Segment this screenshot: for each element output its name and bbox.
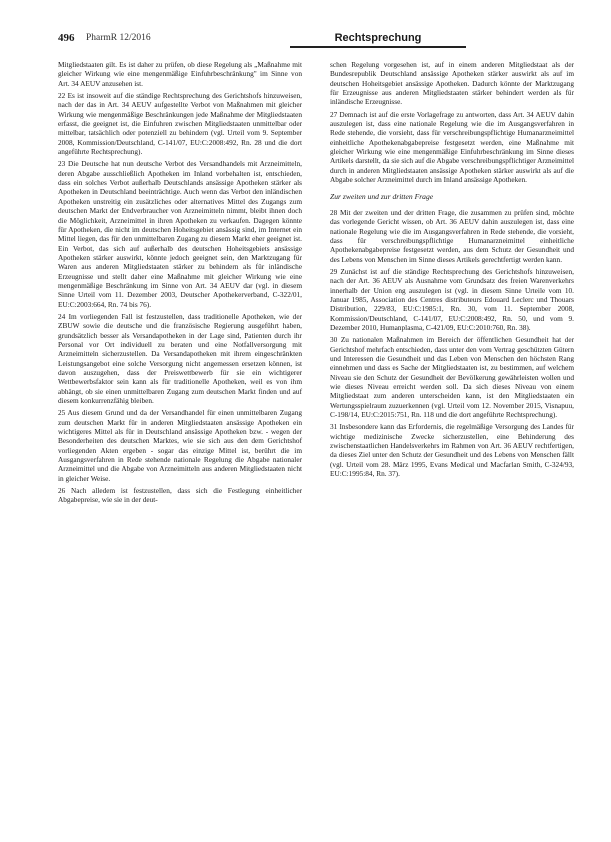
page-header — [58, 32, 568, 48]
journal-reference: PharmR 12/2016 — [86, 33, 151, 43]
paragraph: 27 Demnach ist auf die erste Vorlagefrage zu antworten, dass Art. 34 AEUV dahin auszulegen ist, dass eine nationale Regelung wie die im Ausgangsverfahren in Rede stehende, die vorsieht, dass für verschreibungspflichtige Humanarzneimittel einheitliche Apothekenabgabepreise festgesetzt werden, eine Maßnahme mit gleicher Wirkung wie eine mengenmäßige Einfuhrbeschränkung im Sinne dieses Artikels darstellt, da sie sich auf die Abgabe verschreibungspflichtiger Arzneimittel durch in anderen Mitgliedstaaten ansässige Apotheken stärker auswirkt als auf die Abgabe solcher Arzneimittel durch im Inland ansässige Apotheken. — [330, 109, 574, 185]
section-title: Rechtsprechung — [290, 30, 466, 48]
paragraph: 30 Zu nationalen Maßnahmen im Bereich der öffentlichen Gesundheit hat der Gerichtshof mehrfach entschieden, dass unter den vom Vertrag geschützten Gütern und Interessen die Gesundheit und das Leben von Menschen den höchsten Rang einnehmen und dass es Sache der Mitgliedstaaten ist, zu bestimmen, auf welchem Niveau sie den Schutz der Gesundheit der Bevölkerung gewährleisten wollen und wie dieses Niveau erreicht werden soll. Da sich dieses Niveau von einem Mitgliedstaat zum anderen unterscheiden kann, ist den Mitgliedstaaten ein Wertungsspielraum zuzuerkennen (vgl. Urteil vom 12. November 2015, Visnapuu, C-198/14, EU:C:2015:751, Rn. 118 und die dort angeführte Rechtsprechung). — [330, 335, 574, 420]
paragraph: 25 Aus diesem Grund und da der Versandhandel für einen unmittelbaren Zugang zum deutschen Markt für in anderen Mitgliedstaaten ansässige Apotheken ein wichtigeres Mittel als für in Deutschland ansässige Apotheken bzw. - wegen der Besonderheiten des deutschen Marktes, wie sie sich aus den dem Gerichtshof vorliegenden Akten ergeben - sogar das einzige Mittel ist, berührt die im Ausgangsverfahren in Rede stehende nationale Regelung die Abgabe nationaler Arzneimittel und die Abgabe von Arzneimitteln aus anderen Mitgliedstaaten nicht in gleicher Weise. — [58, 408, 302, 483]
paragraph: 23 Die Deutsche hat nun deutsche Verbot des Versandhandels mit Arzneimitteln, deren Abgabe ausschließlich Apotheken im Inland vorbehalten ist, entschieden, dass ein solches Verbot außerhalb Deutschlands ansässige Apotheken stärker als Apotheken in Deutschland beeinträchtige. Auch wenn das Verbot den inländischen Apotheken unstreitig ein zusätzliches oder alternatives Mittel des Zugangs zum deutschen Markt der Endverbraucher von Arzneimitteln nimmt, bleibt ihnen doch die Möglichkeit, Arzneimittel in ihren Apotheken zu verkaufen. Dagegen könnte für Apotheken, die nicht im deutschen Hoheitsgebiet ansässig sind, im Internet ein Mittel liegen, das für den unmittelbaren Zugang zu diesem Markt eher geeignet ist. Ein Verbot, das sich auf außerhalb des deutschen Hoheitsgebiets ansässige Apotheken stärker auswirkt, könnte jedoch geeignet sein, den Marktzugang für Waren aus anderen Mitgliedstaaten stärker zu behindern als für inländische Erzeugnisse und stellt daher eine Maßnahme mit gleicher Wirkung wie eine mengenmäßige Beschränkung im Sinne von Art. 34 AEUV dar (vgl. in diesem Sinne Urteil vom 11. Dezember 2003, Deutscher Apothekerverband, C-322/01, EU:C:2003:664, Rn. 74 bis 76). — [58, 159, 302, 309]
paragraph: 22 Es ist insoweit auf die ständige Rechtsprechung des Gerichtshofs hinzuweisen, nach der das in Art. 34 AEUV aufgestellte Verbot von Maßnahmen mit gleicher Wirkung wie mengenmäßige Beschränkungen jede Maßnahme der Mitgliedstaaten erfasst, die geeignet ist, die Einfuhren zwischen Mitgliedstaaten unmittelbar oder mittelbar, tatsächlich oder potenziell zu behindern (vgl. Urteil vom 9. September 2008, Kommission/Deutschland, C-141/07, EU:C:2008:492, Rn. 28 und die dort angeführte Rechtsprechung). — [58, 91, 302, 157]
page-number: 496 — [58, 32, 75, 44]
right-column — [330, 60, 574, 481]
left-column — [58, 60, 302, 508]
paragraph: 24 Im vorliegenden Fall ist festzustellen, dass traditionelle Apotheken, wie der ZBUW sowie die deutsche und die französische Regierung ausgeführt haben, grundsätzlich besser als Versandapotheken in der Lage sind, Patienten durch ihr Personal vor Ort individuell zu beraten und eine Notfallversorgung mit Arzneimitteln sicherzustellen. Da Versandapotheken mit ihrem eingeschränkten Leistungsangebot eine solche Versorgung nicht angemessen ersetzen können, ist davon auszugehen, dass der Preiswettbewerb für sie ein wichtigerer Wettbewerbsfaktor sein kann als für traditionelle Apotheken, weil es von ihm abhängt, ob sie einen unmittelbaren Zugang zum deutschen Markt finden und auf diesem konkurrenzfähig bleiben. — [58, 311, 302, 406]
paragraph: 31 Insbesondere kann das Erfordernis, die regelmäßige Versorgung des Landes für wichtige medizinische Zwecke sicherzustellen, eine Behinderung des zwischenstaatlichen Handelsverkehrs im Rahmen von Art. 36 AEUV rechtfertigen, da dieses Ziel unter den Schutz der Gesundheit und des Lebens von Menschen fällt (vgl. Urteil vom 28. März 1995, Evans Medical und Macfarlan Smith, C-324/93, EU:C:1995:84, Rn. 37). — [330, 422, 574, 479]
paragraph: 26 Nach alledem ist festzustellen, dass sich die Festlegung einheitlicher Abgabepreise, wie sie in der deut- — [58, 486, 302, 505]
subheading: Zur zweiten und zur dritten Frage — [330, 192, 434, 202]
paragraph: schen Regelung vorgesehen ist, auf in einem anderen Mitgliedstaat als der Bundesrepublik Deutschland ansässige Apotheken stärker auswirkt als auf im deutschen Hoheitsgebiet ansässige Apotheken. Dadurch könnte der Marktzugang für Erzeugnisse aus anderen Mitgliedstaaten stärker behindert werden als für inländische Erzeugnisse. — [330, 60, 574, 107]
paragraph: Mitgliedstaaten gilt. Es ist daher zu prüfen, ob diese Regelung als „Maßnahme mit gleicher Wirkung wie eine mengenmäßige Einfuhrbeschränkung" im Sinne von Art. 34 AEUV anzusehen ist. — [58, 60, 302, 88]
paragraph: 29 Zunächst ist auf die ständige Rechtsprechung des Gerichtshofs hinzuweisen, nach der Art. 36 AEUV als Ausnahme vom Grundsatz des freien Warenverkehrs innerhalb der Union eng auszulegen ist (vgl. in diesem Sinne Urteile vom 10. Januar 1985, Association des Centres distributeurs Edouard Leclerc und Thouars Distribution, 229/83, EU:C:1985:1, Rn. 30, vom 11. September 2008, Kommission/Deutschland, C-141/07, EU:C:2008:492, Rn. 50, und vom 9. Dezember 2010, Humanplasma, C-421/09, EU:C:2010:760, Rn. 38). — [330, 266, 574, 332]
paragraph: 28 Mit der zweiten und der dritten Frage, die zusammen zu prüfen sind, möchte das vorlegende Gericht wissen, ob Art. 36 AEUV dahin auszulegen ist, dass eine nationale Regelung wie die im Ausgangsverfahren in Rede stehende, die vorsieht, dass für verschreibungspflichtige Humanarzneimittel einheitliche Apothekenabgabepreise festgesetzt werden, aus dem Schutz der Gesundheit und des Lebens von Menschen im Sinne dieses Artikels gerechtfertigt werden kann. — [330, 207, 574, 264]
